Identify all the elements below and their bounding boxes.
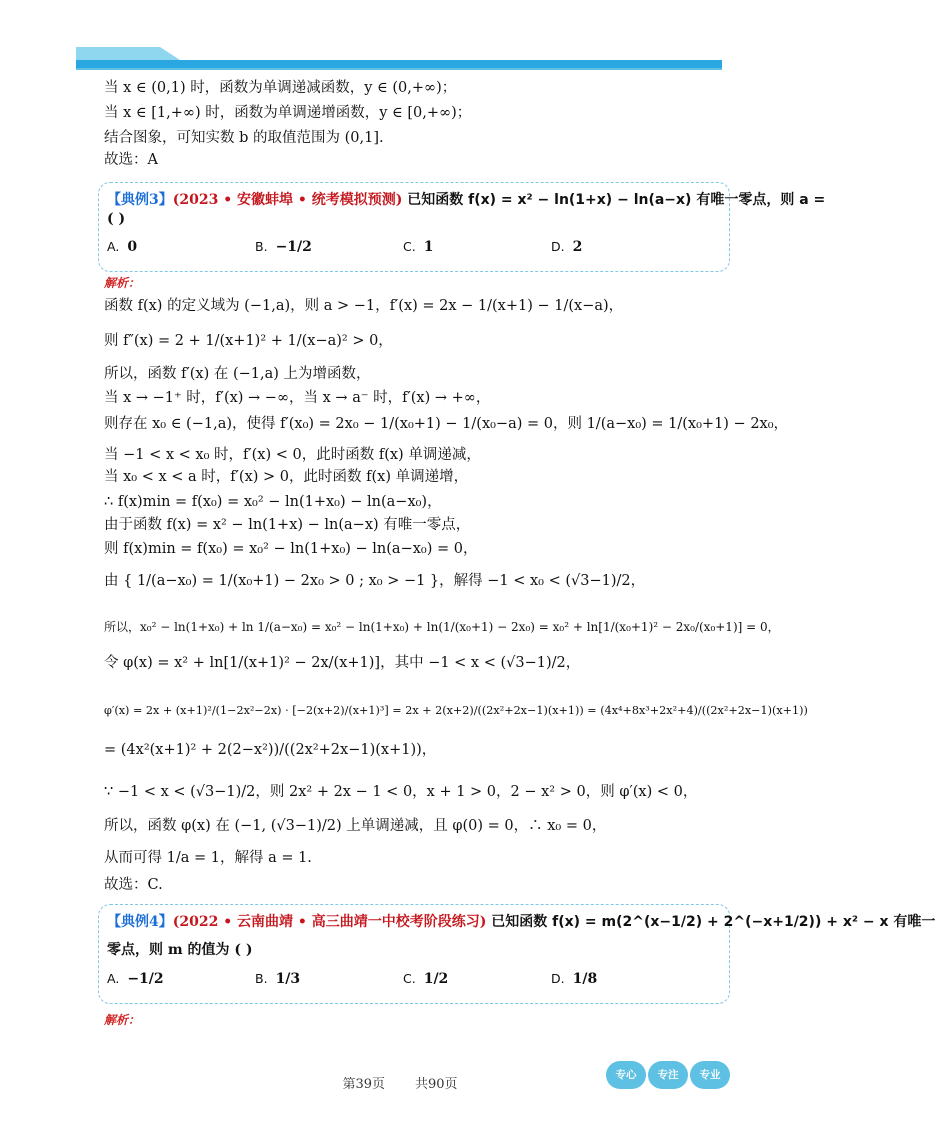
example4-box xyxy=(98,904,935,1004)
example3-option-c[interactable] xyxy=(403,239,433,255)
solution-line: 函数 f(x) 的定义域为 (−1,a)，则 a > −1，f′(x) = 2x − 1/(x+1) − 1/(x−a)， xyxy=(104,298,624,314)
option-value: −1/2 xyxy=(275,239,312,255)
solution-line: 所以，函数 f′(x) 在 (−1,a) 上为增函数， xyxy=(104,366,371,382)
example4-question-cont: 零点，则 m 的值为 ( ) xyxy=(107,942,253,958)
example3-option-d[interactable] xyxy=(551,239,582,255)
solution-line: ∵ −1 < x < (√3−1)/2，则 2x² + 2x − 1 < 0，x + 1 > 0，2 − x² > 0，则 φ′(x) < 0， xyxy=(104,784,698,800)
solution-line: 令 φ(x) = x² + ln[1/(x+1)² − 2x/(x+1)]，其中 −1 < x < (√3−1)/2， xyxy=(104,655,581,671)
example3-option-a[interactable] xyxy=(107,239,137,255)
option-label: A. xyxy=(107,971,120,986)
solution-line: 由 { 1/(a−x₀) = 1/(x₀+1) − 2x₀ > 0 ; x₀ > −1 }，解得 −1 < x₀ < (√3−1)/2， xyxy=(104,573,646,589)
badge: 专业 xyxy=(690,1061,730,1089)
header-banner xyxy=(0,0,800,80)
badge: 专注 xyxy=(648,1061,688,1089)
example3-tag: 【典例3】 xyxy=(107,192,173,208)
solution-line: 由于函数 f(x) = x² − ln(1+x) − ln(a−x) 有唯一零点， xyxy=(104,517,471,533)
example4-option-d[interactable] xyxy=(551,971,597,987)
option-value: −1/2 xyxy=(127,971,164,987)
example4-tag: 【典例4】 xyxy=(107,914,173,930)
option-label: B. xyxy=(255,971,268,986)
solution-line: 当 x₀ < x < a 时，f′(x) > 0，此时函数 f(x) 单调递增， xyxy=(104,469,469,485)
example3-box xyxy=(98,182,826,272)
solution-answer: 故选：C. xyxy=(104,877,163,893)
prev-solution-answer: 故选：A xyxy=(104,152,158,168)
footer-badges xyxy=(606,1055,731,1095)
option-value: 2 xyxy=(572,239,583,255)
prev-solution-line-2: 当 x ∈ [1,+∞) 时，函数为单调递增函数，y ∈ [0,+∞)； xyxy=(104,105,472,121)
solution-line: 则 f(x)min = f(x₀) = x₀² − ln(1+x₀) − ln(a−x₀) = 0， xyxy=(104,541,478,557)
option-label: B. xyxy=(255,239,268,254)
option-label: C. xyxy=(403,971,416,986)
page-number: 第39页 xyxy=(342,1077,385,1092)
example3-source: (2023 • 安徽蚌埠 • 统考模拟预测) xyxy=(172,192,403,208)
example4-source: (2022 • 云南曲靖 • 高三曲靖一中校考阶段练习) xyxy=(172,914,487,930)
example4-question: 已知函数 f(x) = m(2^(x−1/2) + 2^(−x+1/2)) + x² − x 有唯一 xyxy=(491,914,935,930)
example4-option-b[interactable] xyxy=(255,971,300,987)
solution-line: 当 x → −1⁺ 时，f′(x) → −∞，当 x → a⁻ 时，f′(x) → +∞， xyxy=(104,390,491,406)
prev-solution-line-1: 当 x ∈ (0,1) 时，函数为单调递减函数，y ∈ (0,+∞)； xyxy=(104,80,457,96)
analysis-label-2: 解析： xyxy=(104,1013,141,1027)
option-label: D. xyxy=(551,239,565,254)
option-value: 1/3 xyxy=(275,971,301,987)
solution-line: φ′(x) = 2x + (x+1)²/(1−2x²−2x) · [−2(x+2)/(x+1)³] = 2x + 2(x+2)/((2x²+2x−1)(x+1)) = (4x⁴+8x³+2x²+4)/((2x²+2x−1)(x+1)) xyxy=(104,704,808,717)
example3-question: 已知函数 f(x) = x² − ln(1+x) − ln(a−x) 有唯一零点，则 a = xyxy=(407,192,826,208)
example3-header xyxy=(107,189,825,209)
option-value: 0 xyxy=(127,239,138,255)
example4-option-a[interactable] xyxy=(107,971,164,987)
example3-question-cont: ( ) xyxy=(107,211,126,227)
solution-line: = (4x²(x+1)² + 2(2−x²))/((2x²+2x−1)(x+1))， xyxy=(104,742,437,758)
example4-option-c[interactable] xyxy=(403,971,448,987)
page-total: 共90页 xyxy=(415,1077,458,1092)
solution-line: 当 −1 < x < x₀ 时，f′(x) < 0，此时函数 f(x) 单调递减， xyxy=(104,447,481,463)
prev-solution-line-3: 结合图象，可知实数 b 的取值范围为 (0,1]. xyxy=(104,130,384,146)
solution-line: 则存在 x₀ ∈ (−1,a)，使得 f′(x₀) = 2x₀ − 1/(x₀+1) − 1/(x₀−a) = 0，则 1/(a−x₀) = 1/(x₀+1) − 2x₀， xyxy=(104,416,789,432)
analysis-label: 解析： xyxy=(104,276,141,290)
solution-line: 所以，函数 φ(x) 在 (−1, (√3−1)/2) 上单调递减，且 φ(0) = 0，∴ x₀ = 0， xyxy=(104,818,607,834)
example4-header xyxy=(107,911,935,931)
option-value: 1 xyxy=(423,239,434,255)
solution-line: 从而可得 1/a = 1，解得 a = 1. xyxy=(104,850,312,866)
solution-line: 所以，x₀² − ln(1+x₀) + ln 1/(a−x₀) = x₀² − ln(1+x₀) + ln(1/(x₀+1) − 2x₀) = x₀² + ln[1/(x₀+1)² − 2x₀/(x₀+1)] = 0， xyxy=(104,620,780,634)
solution-line: 则 f″(x) = 2 + 1/(x+1)² + 1/(x−a)² > 0， xyxy=(104,333,393,349)
option-label: A. xyxy=(107,239,120,254)
option-label: D. xyxy=(551,971,565,986)
option-value: 1/2 xyxy=(423,971,449,987)
solution-line: ∴ f(x)min = f(x₀) = x₀² − ln(1+x₀) − ln(a−x₀)， xyxy=(104,494,442,510)
option-value: 1/8 xyxy=(572,971,598,987)
badge: 专心 xyxy=(606,1061,646,1089)
example3-option-b[interactable] xyxy=(255,239,312,255)
option-label: C. xyxy=(403,239,416,254)
